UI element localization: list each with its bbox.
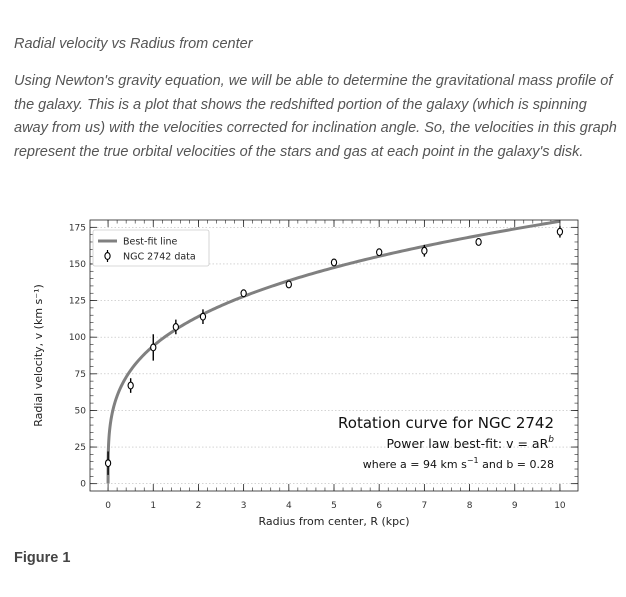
x-tick-label: 2: [195, 501, 202, 511]
x-tick-label: 9: [511, 501, 518, 511]
x-tick-label: 0: [105, 501, 111, 511]
data-marker: [557, 228, 562, 235]
legend-entry-best-fit: Best-fit line: [123, 236, 178, 248]
annotation-box: [338, 414, 554, 471]
annotation-note-suffix: and b = 0.28: [478, 458, 554, 471]
figure-label: Figure 1: [14, 550, 71, 566]
y-tick-label: 175: [68, 223, 86, 234]
y-tick-label: 150: [68, 259, 86, 270]
x-tick-label: 10: [554, 501, 566, 511]
data-point: [476, 239, 481, 246]
data-marker: [286, 281, 291, 288]
y-tick-label: 0: [80, 479, 86, 490]
page-description: Using Newton's gravity equation, we will be able to determine the gravitational mass profile of the galaxy. This is a plot that shows the redshifted portion of the galaxy (which is spinning away from us) with the velocities corrected for inclination angle. So, the velocities in this graph represent the true orbital velocities of the stars and gas at each point in the galaxy's disk.: [14, 73, 617, 160]
annotation-note-sup: −1: [466, 456, 479, 465]
data-marker: [105, 460, 110, 467]
annotation-subtitle: [387, 435, 555, 451]
data-point: [557, 226, 562, 238]
annotation-note-prefix: where a = 94 km s: [362, 458, 467, 471]
data-marker: [377, 249, 382, 256]
legend: [93, 230, 209, 266]
page-heading: Radial velocity vs Radius from center: [14, 36, 253, 52]
data-point: [377, 249, 382, 256]
data-point: [200, 309, 205, 324]
data-marker: [241, 290, 246, 297]
legend-entry-data: NGC 2742 data: [123, 251, 196, 263]
data-marker: [422, 247, 427, 254]
x-tick-labels: [105, 501, 566, 511]
data-point: [241, 290, 246, 297]
annotation-title: Rotation curve for NGC 2742: [338, 414, 554, 432]
x-tick-label: 5: [331, 501, 337, 511]
legend-marker: [105, 253, 110, 260]
data-marker: [128, 382, 133, 389]
y-tick-label: 125: [68, 296, 86, 307]
x-tick-label: 1: [150, 501, 157, 511]
data-point: [151, 334, 156, 360]
data-point: [331, 259, 336, 266]
x-tick-label: 3: [240, 501, 247, 511]
y-tick-label: 50: [74, 406, 86, 417]
y-axis-label: Radial velocity, v (km s⁻¹): [32, 284, 45, 427]
x-axis-label: Radius from center, R (kpc): [258, 515, 410, 528]
data-marker: [476, 239, 481, 246]
y-tick-label: 100: [68, 333, 86, 344]
data-point: [128, 378, 133, 393]
data-point: [105, 451, 110, 474]
y-tick-label: 75: [74, 369, 86, 380]
x-tick-label: 4: [285, 501, 292, 511]
x-tick-label: 6: [376, 501, 383, 511]
data-marker: [200, 313, 205, 320]
annotation-subtitle-text: Power law best-fit: v = aR: [386, 436, 549, 451]
x-tick-label: 7: [421, 501, 428, 511]
y-tick-label: 25: [74, 443, 86, 454]
data-marker: [173, 324, 178, 331]
y-tick-labels: [69, 223, 86, 489]
annotation-subtitle-sup: b: [548, 435, 554, 445]
data-marker: [151, 344, 156, 351]
annotation-note: [363, 456, 554, 471]
data-marker: [331, 259, 336, 266]
data-point: [286, 281, 291, 288]
x-tick-label: 8: [466, 501, 473, 511]
